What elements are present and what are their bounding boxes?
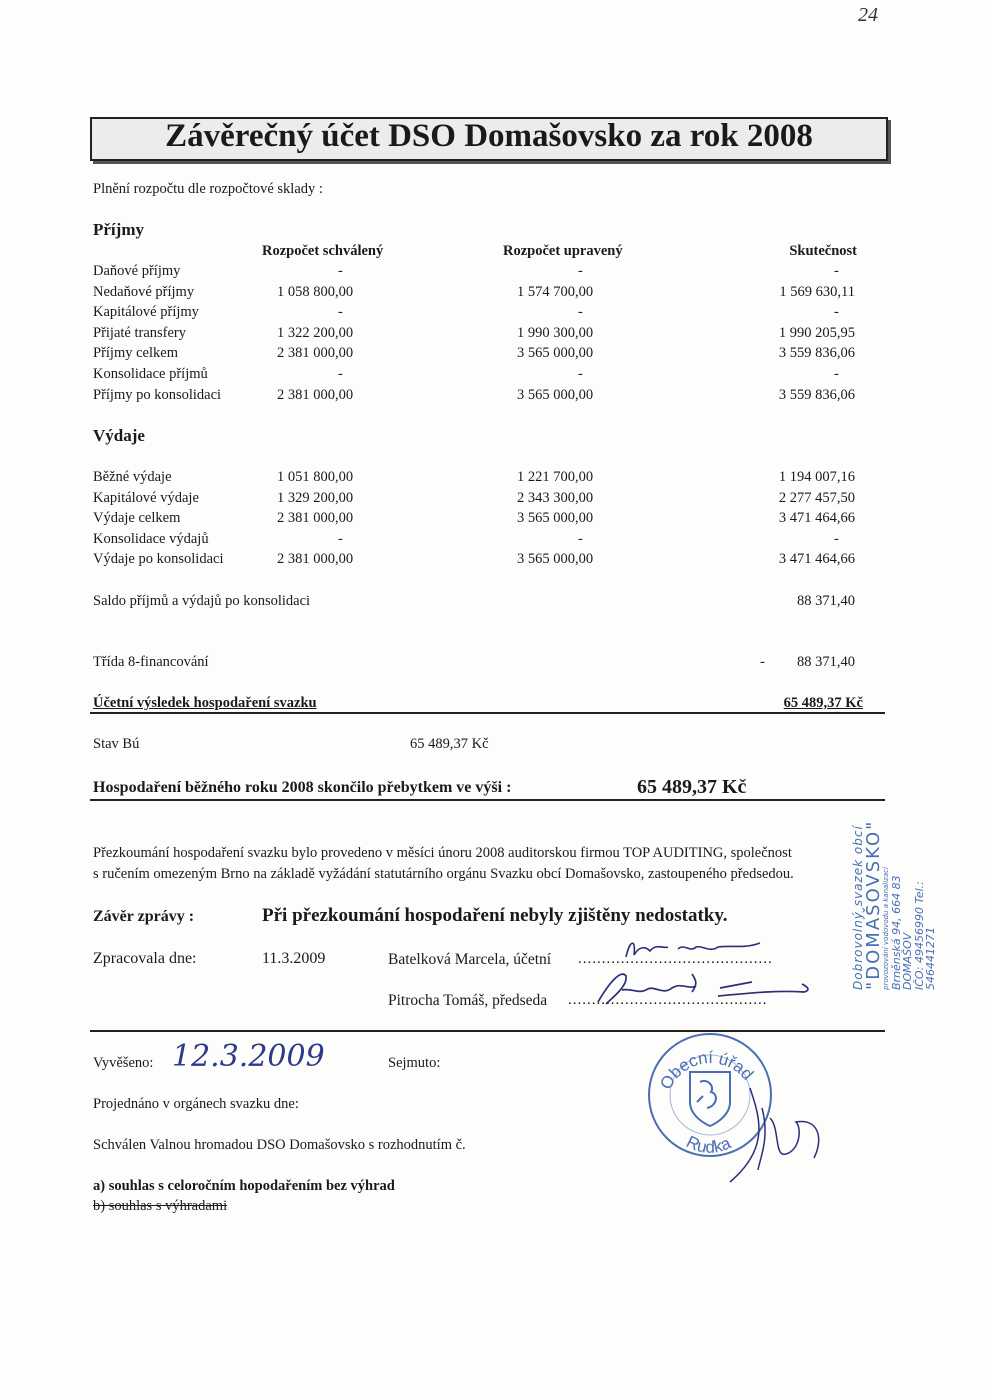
financing-label: Třída 8-financování xyxy=(93,654,209,670)
row-label: Příjmy celkem xyxy=(93,345,178,362)
conclusion-text: Při přezkoumání hospodaření nebyly zjištěny nedostatky. xyxy=(262,905,728,926)
conclusion-label: Závěr zprávy : xyxy=(93,908,195,925)
rect-stamp-line-3: provozování vodovodu a kanalizací xyxy=(882,867,891,990)
income-heading: Příjmy xyxy=(93,220,144,239)
option-b: b) souhlas s výhradami xyxy=(93,1198,228,1214)
rect-stamp-line-5: IČO: 49456990 Tel.: 546441271 xyxy=(912,881,938,990)
rect-stamp-line-4: Brněnská 94, 664 83 DOMAŠOV xyxy=(889,875,915,990)
title-box xyxy=(90,117,888,161)
audit-text-line-2: s ručením omezeným Brno na základě vyžádání statutárního orgánu Svazku obcí Domašovsko, zastoupeného předsedou. xyxy=(93,866,794,882)
discussed-text: Projednáno v orgánech svazku dne: xyxy=(93,1096,299,1112)
row-label: Výdaje po konsolidaci xyxy=(93,551,224,568)
removed-label: Sejmuto: xyxy=(388,1055,441,1071)
approved-text: Schválen Valnou hromadou DSO Domašovsko s rozhodnutím č. xyxy=(93,1137,466,1153)
cell-adjusted: - xyxy=(578,366,583,382)
cell-actual: - xyxy=(834,366,839,382)
accountant-name: Batelková Marcela, účetní xyxy=(388,951,552,968)
cell-approved: - xyxy=(338,304,343,321)
cell-actual: 1 569 630,11 xyxy=(779,283,855,300)
cell-approved: 2 381 000,00 xyxy=(277,551,354,568)
cell-approved: 1 329 200,00 xyxy=(277,489,354,506)
cell-adjusted: 2 343 300,00 xyxy=(517,489,594,506)
audit-text-line-1: Přezkoumání hospodaření svazku bylo provedeno v měsíci únoru 2008 auditorskou firmou TOP AUDITING, společnost xyxy=(93,845,792,861)
row-label: Výdaje celkem xyxy=(93,510,181,527)
posted-label: Vyvěšeno: xyxy=(93,1055,154,1071)
surplus-value: 65 489,37 Kč xyxy=(637,776,747,798)
expenses-heading: Výdaje xyxy=(93,426,145,445)
row-label: Kapitálové příjmy xyxy=(93,304,199,321)
option-a: a) souhlas s celoročním hopodařením bez výhrad xyxy=(93,1178,395,1194)
cell-approved: - xyxy=(338,366,343,382)
cell-approved: 1 051 800,00 xyxy=(277,469,354,485)
row-label: Kapitálové výdaje xyxy=(93,489,199,506)
cell-approved: 1 058 800,00 xyxy=(277,283,354,300)
cell-actual: 1 194 007,16 xyxy=(778,469,855,485)
accountant-signature-line: ......................................... xyxy=(578,951,773,967)
result-value: 65 489,37 Kč xyxy=(783,695,863,711)
cell-actual: 1 990 205,95 xyxy=(778,324,855,341)
cell-adjusted: - xyxy=(578,304,583,321)
cell-approved: - xyxy=(338,263,343,279)
cell-actual: 3 471 464,66 xyxy=(778,510,855,527)
chairman-signature-line: .......................................... xyxy=(568,992,768,1008)
row-label: Běžné výdaje xyxy=(93,469,172,485)
cell-adjusted: - xyxy=(578,263,583,279)
chairman-name: Pitrocha Tomáš, předseda xyxy=(388,992,548,1009)
row-label: Příjmy po konsolidaci xyxy=(93,386,222,403)
cell-approved: 2 381 000,00 xyxy=(277,510,354,527)
svg-text:12.3.2009: 12.3.2009 xyxy=(172,1039,325,1074)
cell-actual: 3 559 836,06 xyxy=(778,386,855,403)
page-number: 24 xyxy=(858,4,878,26)
cell-approved: 2 381 000,00 xyxy=(277,386,354,403)
row-label: Nedaňové příjmy xyxy=(93,283,195,300)
bank-label: Stav Bú xyxy=(93,736,140,752)
cell-adjusted: 1 574 700,00 xyxy=(517,283,594,300)
row-label: Přijaté transfery xyxy=(93,324,187,341)
stamp-top-text: Obecní úřad xyxy=(656,1048,758,1093)
cell-actual: 3 471 464,66 xyxy=(778,551,855,568)
posted-date xyxy=(168,1030,325,1074)
bank-value: 65 489,37 Kč xyxy=(410,736,489,752)
cell-approved: 2 381 000,00 xyxy=(277,345,354,362)
rect-stamp-line-1: Dobrovolný svazek obcí xyxy=(851,825,865,990)
saldo-value: 88 371,40 xyxy=(797,593,855,609)
financing-sign: - xyxy=(760,654,765,670)
prepared-date: 11.3.2009 xyxy=(262,950,326,967)
cell-adjusted: 1 221 700,00 xyxy=(517,469,594,485)
cell-adjusted: 1 990 300,00 xyxy=(517,324,594,341)
cell-actual: 3 559 836,06 xyxy=(778,345,855,362)
rect-stamp xyxy=(852,820,937,990)
row-label: Konsolidace výdajů xyxy=(93,530,209,547)
chairman-signature xyxy=(592,968,822,1010)
divider xyxy=(90,799,885,801)
cell-adjusted: 3 565 000,00 xyxy=(517,345,594,362)
cell-actual: - xyxy=(834,263,839,279)
financing-value: 88 371,40 xyxy=(797,654,855,670)
cell-actual: - xyxy=(834,530,839,547)
cell-approved: - xyxy=(338,530,343,547)
cell-approved: 1 322 200,00 xyxy=(277,324,354,341)
row-label: Konsolidace příjmů xyxy=(93,366,208,382)
row-label: Daňové příjmy xyxy=(93,263,181,279)
accountant-signature xyxy=(620,935,780,965)
result-label: Účetní výsledek hospodaření svazku xyxy=(93,695,317,711)
column-header-approved: Rozpočet schválený xyxy=(262,243,384,259)
cell-actual: 2 277 457,50 xyxy=(778,489,855,506)
surplus-label: Hospodaření běžného roku 2008 skončilo přebytkem ve výši : xyxy=(93,779,512,796)
cell-adjusted: 3 565 000,00 xyxy=(517,510,594,527)
page-title: Závěrečný účet DSO Domašovsko za rok 2008 xyxy=(165,118,813,154)
stamp-signature xyxy=(730,1078,830,1188)
stamp-bottom-text: Rudka xyxy=(683,1131,734,1157)
divider xyxy=(90,712,885,714)
cell-adjusted: 3 565 000,00 xyxy=(517,386,594,403)
prepared-label: Zpracovala dne: xyxy=(93,950,197,967)
column-header-adjusted: Rozpočet upravený xyxy=(503,243,623,259)
saldo-label: Saldo příjmů a výdajů po konsolidaci xyxy=(93,593,311,609)
rect-stamp-line-2: "DOMAŠOVSKO" xyxy=(862,819,884,990)
column-header-actual: Skutečnost xyxy=(789,243,857,259)
cell-adjusted: - xyxy=(578,530,583,547)
cell-actual: - xyxy=(834,304,839,321)
subtitle: Plnění rozpočtu dle rozpočtové sklady : xyxy=(93,181,323,197)
cell-adjusted: 3 565 000,00 xyxy=(517,551,594,568)
coat-of-arms-icon xyxy=(690,1072,730,1126)
